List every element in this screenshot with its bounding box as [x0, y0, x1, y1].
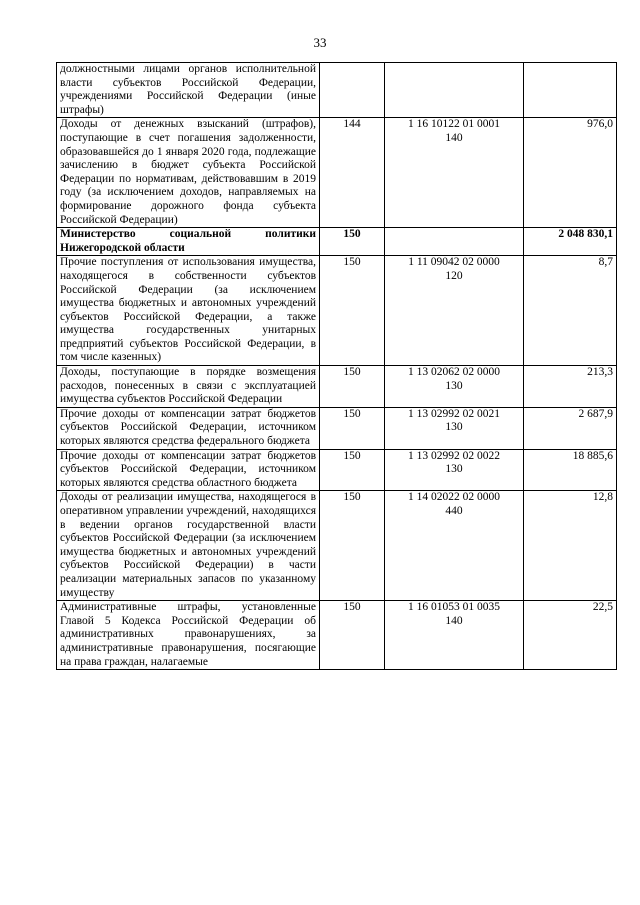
revenue-name-cell: Административные штрафы, установленные Главой 5 Кодекса Российской Федерации об административных правонарушениях, за административные правонарушения, посягающие на права граждан, налагаемые: [57, 601, 320, 670]
table-row: [57, 256, 617, 366]
admin-code-cell: 150: [320, 256, 385, 366]
budget-code-cell: [385, 366, 524, 408]
revenue-name-cell: должностными лицами органов исполнительной власти субъектов Российской Федерации, учреждениями Российской Федерации (иные штрафы): [57, 63, 320, 118]
admin-code-cell: 150: [320, 366, 385, 408]
budget-code-main: 1 16 10122 01 0001: [408, 118, 500, 131]
amount-cell: 22,5: [524, 601, 617, 670]
revenue-table: [56, 62, 617, 670]
table-row: [57, 449, 617, 491]
admin-code-cell: 150: [320, 449, 385, 491]
budget-code-main: 1 14 02022 02 0000: [408, 491, 500, 504]
admin-code-cell: [320, 63, 385, 118]
budget-code-suffix: 130: [445, 421, 463, 434]
table-row: [57, 491, 617, 601]
budget-code-cell: [385, 63, 524, 118]
budget-code-cell: [385, 449, 524, 491]
revenue-table-body: [57, 63, 617, 670]
budget-code-suffix: 130: [445, 463, 463, 476]
revenue-name-cell: Министерство социальной политики Нижегородской области: [57, 228, 320, 256]
budget-code-main: 1 13 02992 02 0022: [408, 449, 500, 462]
budget-code-cell: [385, 228, 524, 256]
budget-code-cell: [385, 407, 524, 449]
amount-cell: 213,3: [524, 366, 617, 408]
budget-code-main: 1 16 01053 01 0035: [408, 601, 500, 614]
admin-code-cell: 150: [320, 491, 385, 601]
admin-code-cell: 150: [320, 228, 385, 256]
revenue-name-cell: Доходы от денежных взысканий (штрафов), поступающие в счет погашения задолженности, образовавшейся до 1 января 2020 года, подлежащие зачислению в бюджет субъекта Российской Федерации по нормативам, действовавшим в 2019 году (за исключением доходов, направляемых на формирование дорожного фонда субъекта Российской Федерации): [57, 118, 320, 228]
admin-code-cell: 150: [320, 407, 385, 449]
budget-code-suffix: 140: [445, 131, 463, 144]
table-row: [57, 118, 617, 228]
revenue-name-cell: Доходы от реализации имущества, находящегося в оперативном управлении учреждений, находящихся в ведении органов государственной власти субъектов Российской Федерации (за исключением имущества бюджетных и автономных учреждений субъектов Российской Федерации) в части реализации материальных запасов по указанному имуществу: [57, 491, 320, 601]
amount-cell: 2 687,9: [524, 407, 617, 449]
table-row: [57, 601, 617, 670]
table-row: [57, 228, 617, 256]
budget-code-main: 1 11 09042 02 0000: [408, 256, 500, 269]
revenue-name-cell: Прочие доходы от компенсации затрат бюджетов субъектов Российской Федерации, источником которых являются средства областного бюджета: [57, 449, 320, 491]
budget-code-cell: [385, 118, 524, 228]
budget-code-main: 1 13 02992 02 0021: [408, 407, 500, 420]
table-row: [57, 63, 617, 118]
revenue-name-cell: Прочие доходы от компенсации затрат бюджетов субъектов Российской Федерации, источником которых являются средства федерального бюджета: [57, 407, 320, 449]
revenue-name-cell: Доходы, поступающие в порядке возмещения расходов, понесенных в связи с эксплуатацией имущества субъектов Российской Федерации: [57, 366, 320, 408]
amount-cell: 18 885,6: [524, 449, 617, 491]
table-row: [57, 407, 617, 449]
revenue-name-cell: Прочие поступления от использования имущества, находящегося в собственности субъектов Российской Федерации (за исключением имущества бюджетных и автономных учреждений субъектов Российской Федерации, а также имущества государственных унитарных предприятий субъектов Российской Федерации, в том числе казенных): [57, 256, 320, 366]
budget-code-suffix: 440: [445, 505, 463, 517]
amount-cell: [524, 63, 617, 118]
budget-code-suffix: 140: [445, 614, 463, 627]
budget-code-cell: [385, 491, 524, 601]
budget-code-suffix: 120: [445, 269, 463, 282]
budget-code-cell: [385, 601, 524, 670]
amount-cell: 8,7: [524, 256, 617, 366]
admin-code-cell: 144: [320, 118, 385, 228]
table-row: [57, 366, 617, 408]
amount-cell: 12,8: [524, 491, 617, 601]
amount-cell: 976,0: [524, 118, 617, 228]
admin-code-cell: 150: [320, 601, 385, 670]
budget-code-cell: [385, 256, 524, 366]
budget-code-main: 1 13 02062 02 0000: [408, 366, 500, 379]
page-number: 33: [313, 35, 327, 50]
amount-cell: 2 048 830,1: [524, 228, 617, 256]
budget-code-suffix: 130: [445, 379, 463, 392]
